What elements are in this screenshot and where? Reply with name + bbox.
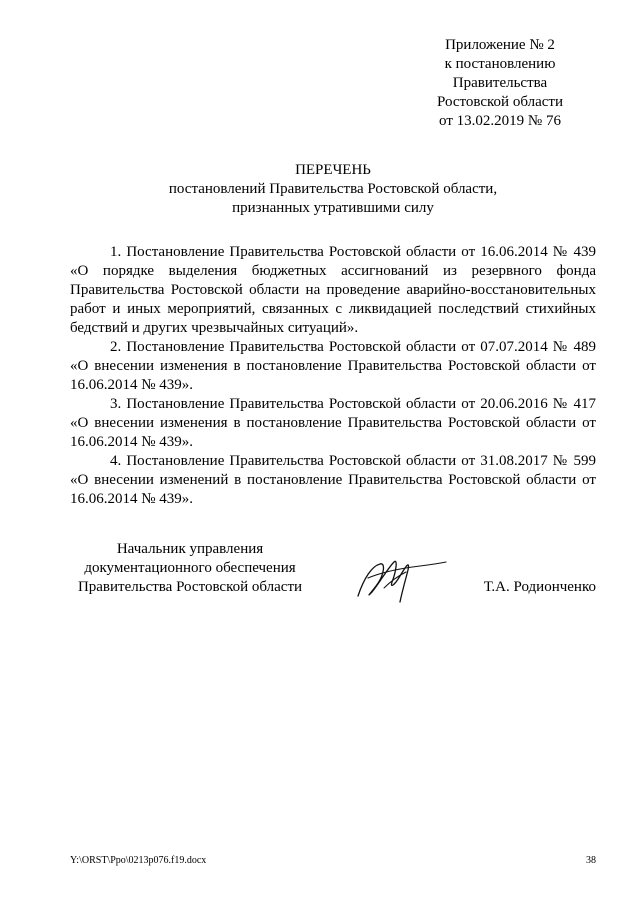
title-line: постановлений Правительства Ростовской области, (168, 181, 498, 197)
appendix-line: к постановлению (444, 56, 556, 72)
document-title (70, 161, 596, 218)
appendix-line: Ростовской области (437, 94, 563, 110)
file-path: Y:\ORST\Ppo\0213p076.f19.docx (70, 855, 207, 866)
page-number: 38 (586, 855, 596, 866)
title-line: признанных утратившими силу (232, 200, 434, 216)
appendix-line: Приложение № 2 (445, 37, 555, 53)
position-line: Начальник управления (116, 541, 264, 557)
list-item: 3. Постановление Правительства Ростовской области от 20.06.2016 № 417 «О внесении изменения в постановление Правительства Ростовской области от 16.06.2014 № 439». (70, 396, 596, 450)
list-item: 4. Постановление Правительства Ростовской области от 31.08.2017 № 599 «О внесении изменений в постановление Правительства Ростовской области от 16.06.2014 № 439». (70, 453, 596, 507)
appendix-header (420, 36, 580, 131)
position-line: документационного обеспечения (84, 560, 296, 576)
list-item: 1. Постановление Правительства Ростовской области от 16.06.2014 № 439 «О порядке выделения бюджетных ассигнований из резервного фонда Правительства Ростовской области на проведение аварийно-восстановительных работ и иных мероприятий, связанных с ликвидацией последствий стихийных бедствий и других чрезвычайных ситуаций». (70, 244, 596, 336)
signatory-position (70, 540, 310, 597)
document-body (70, 243, 596, 509)
appendix-line: Правительства (452, 75, 548, 91)
position-line: Правительства Ростовской области (77, 579, 303, 595)
signatory-name: Т.А. Родионченко (483, 579, 596, 595)
appendix-line: от 13.02.2019 № 76 (439, 113, 561, 129)
signature-block (70, 540, 596, 610)
list-item: 2. Постановление Правительства Ростовской области от 07.07.2014 № 489 «О внесении изменения в постановление Правительства Ростовской области от 16.06.2014 № 439». (70, 339, 596, 393)
handwritten-signature (350, 548, 450, 608)
title-heading: ПЕРЕЧЕНЬ (295, 162, 371, 178)
